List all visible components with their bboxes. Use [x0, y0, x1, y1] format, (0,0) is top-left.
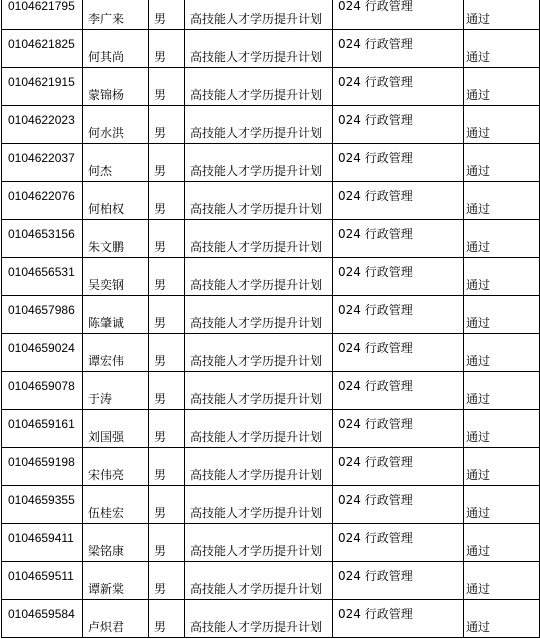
table-row [2, 106, 540, 144]
gender-cell [149, 410, 185, 448]
gender-text: 男 [154, 392, 167, 406]
results-table-body [2, 0, 540, 638]
student-id-cell [2, 144, 83, 182]
plan-cell [185, 30, 333, 68]
student-name-cell [83, 296, 149, 334]
student-id-text: 0104659355 [8, 493, 75, 507]
plan-text: 高技能人才学历提升计划 [190, 544, 323, 558]
student-name-text: 谭宏伟 [88, 354, 125, 368]
student-id-cell [2, 600, 83, 638]
student-id-text: 0104621795 [8, 0, 75, 13]
plan-cell [185, 562, 333, 600]
student-id-text: 0104659411 [8, 531, 74, 545]
result-text: 通过 [466, 620, 491, 634]
major-text: 024 行政管理 [338, 569, 413, 583]
result-cell [464, 68, 540, 106]
plan-cell [185, 372, 333, 410]
major-text: 024 行政管理 [338, 227, 413, 241]
gender-cell [149, 562, 185, 600]
plan-text: 高技能人才学历提升计划 [190, 620, 323, 634]
result-cell [464, 0, 540, 30]
plan-cell [185, 486, 333, 524]
plan-text: 高技能人才学历提升计划 [190, 430, 323, 444]
student-id-cell [2, 30, 83, 68]
major-cell [333, 220, 464, 258]
plan-text: 高技能人才学历提升计划 [190, 582, 323, 596]
major-cell [333, 182, 464, 220]
result-text: 通过 [466, 278, 491, 292]
result-text: 通过 [466, 88, 491, 102]
student-id-cell [2, 296, 83, 334]
student-id-text: 0104656531 [8, 265, 75, 279]
gender-text: 男 [154, 582, 167, 596]
result-cell [464, 524, 540, 562]
table-row [2, 144, 540, 182]
result-text: 通过 [466, 240, 491, 254]
gender-cell [149, 0, 185, 30]
major-cell [333, 448, 464, 486]
student-name-cell [83, 448, 149, 486]
plan-text: 高技能人才学历提升计划 [190, 316, 323, 330]
plan-cell [185, 106, 333, 144]
table-row [2, 182, 540, 220]
student-name-cell [83, 600, 149, 638]
gender-cell [149, 144, 185, 182]
plan-cell [185, 410, 333, 448]
result-text: 通过 [466, 202, 491, 216]
student-name-cell [83, 106, 149, 144]
plan-cell [185, 144, 333, 182]
student-name-cell [83, 410, 149, 448]
result-cell [464, 334, 540, 372]
result-text: 通过 [466, 392, 491, 406]
plan-cell [185, 0, 333, 30]
result-cell [464, 182, 540, 220]
student-name-text: 何水洪 [88, 126, 125, 140]
gender-cell [149, 448, 185, 486]
student-id-text: 0104659584 [8, 607, 75, 621]
major-cell [333, 600, 464, 638]
plan-cell [185, 182, 333, 220]
gender-text: 男 [154, 126, 167, 140]
gender-text: 男 [154, 278, 167, 292]
major-cell [333, 68, 464, 106]
result-text: 通过 [466, 354, 491, 368]
table-row [2, 296, 540, 334]
student-id-cell [2, 372, 83, 410]
table-row [2, 258, 540, 296]
result-cell [464, 600, 540, 638]
student-name-text: 吴奕钢 [88, 278, 125, 292]
student-id-cell [2, 258, 83, 296]
results-table [1, 0, 540, 638]
major-text: 024 行政管理 [338, 265, 413, 279]
gender-cell [149, 258, 185, 296]
table-row [2, 220, 540, 258]
student-id-text: 0104659078 [8, 379, 75, 393]
gender-cell [149, 524, 185, 562]
major-text: 024 行政管理 [338, 113, 413, 127]
major-cell [333, 410, 464, 448]
gender-cell [149, 68, 185, 106]
gender-text: 男 [154, 316, 167, 330]
gender-cell [149, 106, 185, 144]
plan-text: 高技能人才学历提升计划 [190, 240, 323, 254]
gender-text: 男 [154, 50, 167, 64]
student-id-cell [2, 562, 83, 600]
result-text: 通过 [466, 506, 491, 520]
result-cell [464, 448, 540, 486]
student-id-cell [2, 182, 83, 220]
plan-text: 高技能人才学历提升计划 [190, 468, 323, 482]
student-name-text: 卢炽君 [88, 620, 125, 634]
plan-cell [185, 258, 333, 296]
plan-text: 高技能人才学历提升计划 [190, 164, 323, 178]
student-name-cell [83, 30, 149, 68]
student-name-cell [83, 334, 149, 372]
result-text: 通过 [466, 316, 491, 330]
plan-cell [185, 600, 333, 638]
gender-cell [149, 296, 185, 334]
plan-cell [185, 296, 333, 334]
major-cell [333, 524, 464, 562]
plan-text: 高技能人才学历提升计划 [190, 50, 323, 64]
result-text: 通过 [466, 12, 491, 26]
table-row [2, 334, 540, 372]
major-cell [333, 144, 464, 182]
gender-text: 男 [154, 240, 167, 254]
major-cell [333, 372, 464, 410]
table-row [2, 372, 540, 410]
major-cell [333, 30, 464, 68]
gender-cell [149, 334, 185, 372]
result-cell [464, 410, 540, 448]
plan-cell [185, 220, 333, 258]
result-text: 通过 [466, 50, 491, 64]
major-text: 024 行政管理 [338, 303, 413, 317]
plan-cell [185, 68, 333, 106]
gender-cell [149, 182, 185, 220]
student-id-text: 0104659024 [8, 341, 75, 355]
gender-text: 男 [154, 12, 167, 26]
result-text: 通过 [466, 164, 491, 178]
gender-text: 男 [154, 88, 167, 102]
result-text: 通过 [466, 544, 491, 558]
major-cell [333, 296, 464, 334]
major-text: 024 行政管理 [338, 493, 413, 507]
student-id-cell [2, 334, 83, 372]
student-name-text: 宋伟亮 [88, 468, 125, 482]
gender-cell [149, 600, 185, 638]
table-row [2, 410, 540, 448]
result-cell [464, 296, 540, 334]
student-id-text: 0104659511 [8, 569, 74, 583]
result-cell [464, 144, 540, 182]
result-text: 通过 [466, 126, 491, 140]
student-id-text: 0104622037 [8, 151, 75, 165]
student-id-cell [2, 0, 83, 30]
major-cell [333, 258, 464, 296]
student-name-text: 何柏权 [88, 202, 125, 216]
major-cell [333, 106, 464, 144]
major-text: 024 行政管理 [338, 75, 413, 89]
table-row [2, 524, 540, 562]
plan-text: 高技能人才学历提升计划 [190, 202, 323, 216]
plan-text: 高技能人才学历提升计划 [190, 12, 323, 26]
gender-text: 男 [154, 354, 167, 368]
plan-text: 高技能人才学历提升计划 [190, 392, 323, 406]
major-cell [333, 562, 464, 600]
plan-text: 高技能人才学历提升计划 [190, 278, 323, 292]
student-id-cell [2, 410, 83, 448]
gender-text: 男 [154, 544, 167, 558]
student-name-text: 陈肇诚 [88, 316, 125, 330]
plan-cell [185, 448, 333, 486]
table-row [2, 600, 540, 638]
gender-text: 男 [154, 620, 167, 634]
major-text: 024 行政管理 [338, 0, 413, 13]
student-name-text: 蒙锦杨 [88, 88, 125, 102]
student-name-text: 李广来 [88, 12, 125, 26]
major-text: 024 行政管理 [338, 189, 413, 203]
student-name-cell [83, 68, 149, 106]
table-row [2, 562, 540, 600]
table-row [2, 68, 540, 106]
student-name-text: 朱文鹏 [88, 240, 125, 254]
plan-text: 高技能人才学历提升计划 [190, 354, 323, 368]
major-text: 024 行政管理 [338, 607, 413, 621]
student-name-text: 梁铭康 [88, 544, 125, 558]
gender-cell [149, 30, 185, 68]
major-text: 024 行政管理 [338, 151, 413, 165]
result-cell [464, 258, 540, 296]
student-id-cell [2, 524, 83, 562]
result-cell [464, 486, 540, 524]
result-cell [464, 372, 540, 410]
major-text: 024 行政管理 [338, 37, 413, 51]
major-cell [333, 486, 464, 524]
student-id-text: 0104659161 [8, 417, 75, 431]
major-text: 024 行政管理 [338, 531, 413, 545]
major-text: 024 行政管理 [338, 341, 413, 355]
student-id-text: 0104621825 [8, 37, 75, 51]
student-id-cell [2, 448, 83, 486]
student-name-text: 谭新棠 [88, 582, 125, 596]
student-name-cell [83, 0, 149, 30]
student-name-cell [83, 220, 149, 258]
major-text: 024 行政管理 [338, 455, 413, 469]
result-cell [464, 30, 540, 68]
student-name-text: 伍桂宏 [88, 506, 125, 520]
student-id-text: 0104621915 [8, 75, 75, 89]
gender-text: 男 [154, 430, 167, 444]
student-name-text: 何其尚 [88, 50, 125, 64]
student-id-cell [2, 68, 83, 106]
plan-text: 高技能人才学历提升计划 [190, 126, 323, 140]
result-cell [464, 106, 540, 144]
table-row [2, 448, 540, 486]
student-id-text: 0104622076 [8, 189, 75, 203]
student-name-text: 刘国强 [88, 430, 125, 444]
student-id-text: 0104622023 [8, 113, 75, 127]
student-name-text: 何杰 [88, 164, 113, 178]
student-id-text: 0104659198 [8, 455, 75, 469]
table-row [2, 30, 540, 68]
student-id-text: 0104657986 [8, 303, 75, 317]
student-id-cell [2, 220, 83, 258]
gender-text: 男 [154, 506, 167, 520]
plan-cell [185, 524, 333, 562]
student-name-cell [83, 562, 149, 600]
student-id-cell [2, 486, 83, 524]
major-text: 024 行政管理 [338, 417, 413, 431]
student-id-text: 0104653156 [8, 227, 75, 241]
gender-text: 男 [154, 164, 167, 178]
student-name-cell [83, 144, 149, 182]
major-text: 024 行政管理 [338, 379, 413, 393]
table-row [2, 486, 540, 524]
student-id-cell [2, 106, 83, 144]
plan-text: 高技能人才学历提升计划 [190, 88, 323, 102]
table-row [2, 0, 540, 30]
result-cell [464, 562, 540, 600]
gender-text: 男 [154, 202, 167, 216]
student-name-cell [83, 182, 149, 220]
student-name-cell [83, 524, 149, 562]
plan-cell [185, 334, 333, 372]
major-cell [333, 0, 464, 30]
student-name-cell [83, 372, 149, 410]
result-text: 通过 [466, 430, 491, 444]
student-name-text: 于涛 [88, 392, 113, 406]
student-name-cell [83, 486, 149, 524]
result-text: 通过 [466, 582, 491, 596]
gender-cell [149, 372, 185, 410]
result-cell [464, 220, 540, 258]
plan-text: 高技能人才学历提升计划 [190, 506, 323, 520]
student-name-cell [83, 258, 149, 296]
major-cell [333, 334, 464, 372]
gender-cell [149, 220, 185, 258]
gender-cell [149, 486, 185, 524]
gender-text: 男 [154, 468, 167, 482]
result-text: 通过 [466, 468, 491, 482]
